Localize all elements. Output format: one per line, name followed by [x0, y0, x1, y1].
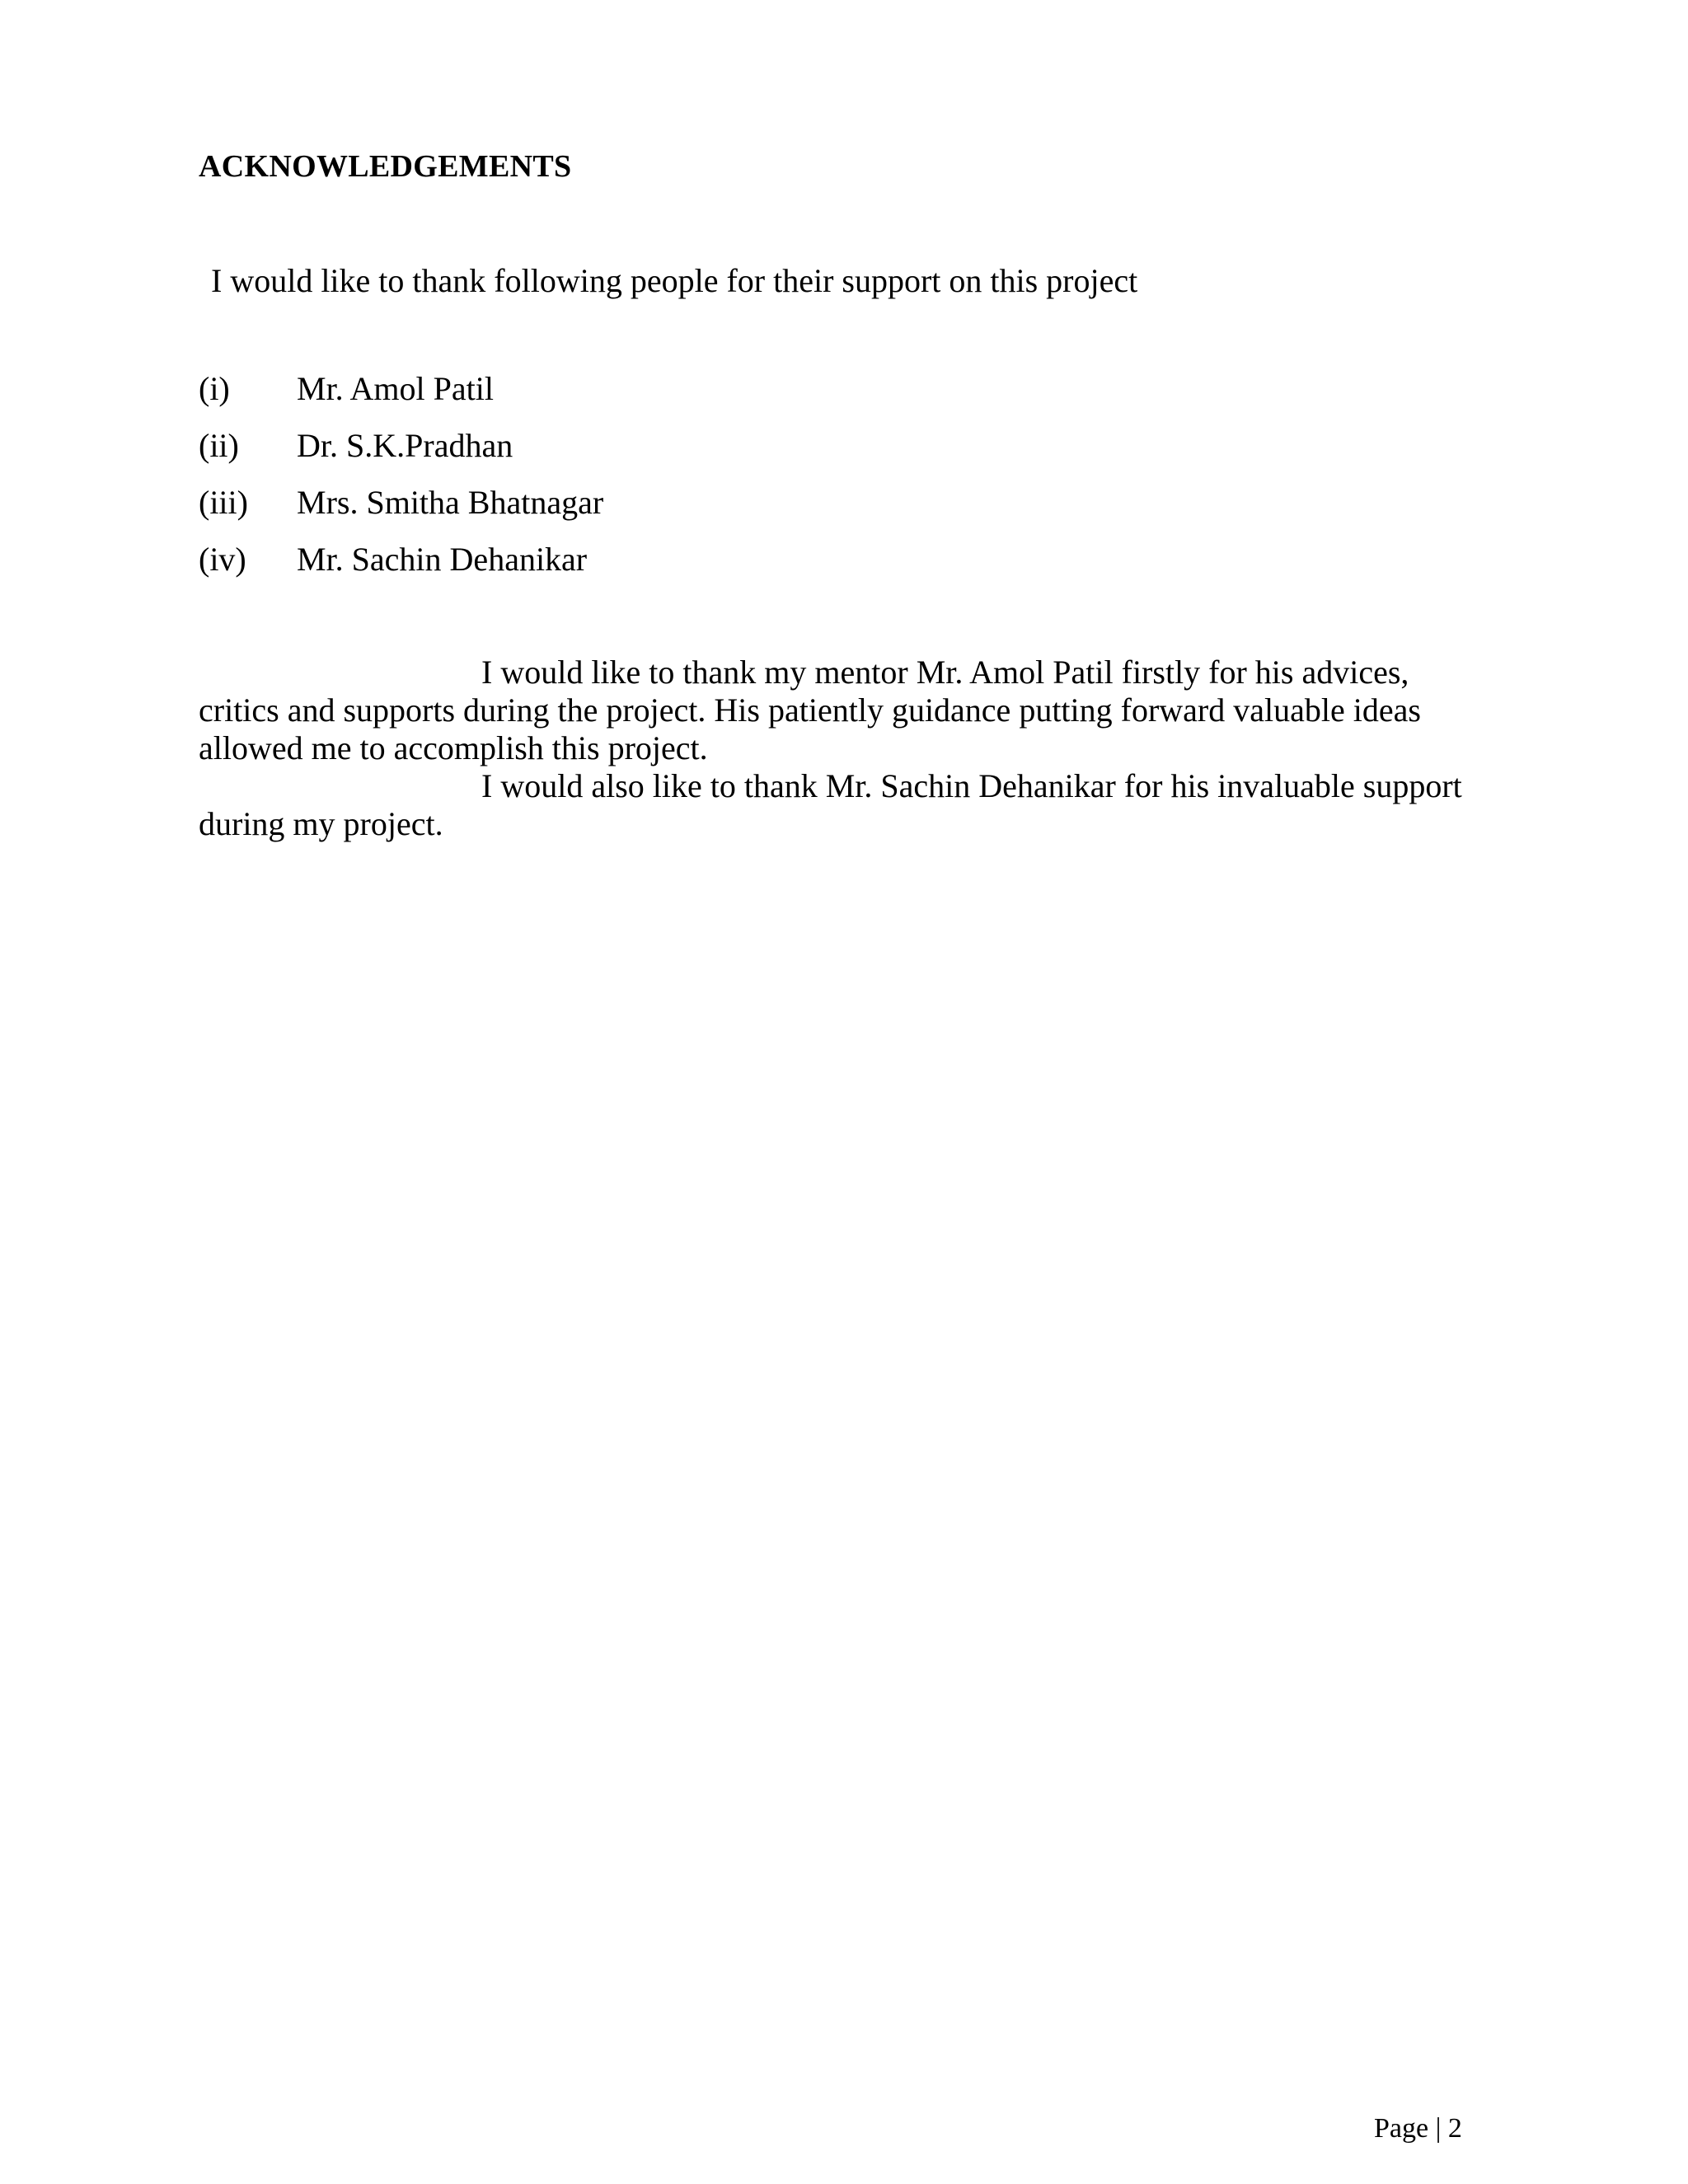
person-name: Dr. S.K.Pradhan	[297, 427, 513, 464]
person-name: Mr. Amol Patil	[297, 370, 494, 407]
person-name: Mr. Sachin Dehanikar	[297, 541, 588, 578]
thanks-paragraph-mentor: I would like to thank my mentor Mr. Amol Patil firstly for his advices, critics and supports during the project. His patiently guidance putting forward valuable ideas allowed me to accomplish this project.	[199, 654, 1421, 766]
people-list	[199, 368, 603, 596]
list-numeral: (iv)	[199, 541, 246, 578]
list-item	[199, 368, 603, 425]
list-item	[199, 425, 603, 482]
list-numeral: (ii)	[199, 427, 239, 464]
thanks-paragraph-support: I would also like to thank Mr. Sachin Dehanikar for his invaluable support during my project.	[199, 767, 1462, 842]
page-heading: ACKNOWLEDGEMENTS	[199, 149, 572, 184]
intro-text: I would like to thank following people for their support on this project	[211, 262, 1138, 299]
list-item	[199, 539, 603, 596]
person-name: Mrs. Smitha Bhatnagar	[297, 484, 604, 521]
list-numeral: (i)	[199, 370, 230, 407]
list-numeral: (iii)	[199, 484, 248, 521]
list-item	[199, 482, 603, 539]
page-number: Page | 2	[1374, 2113, 1462, 2144]
